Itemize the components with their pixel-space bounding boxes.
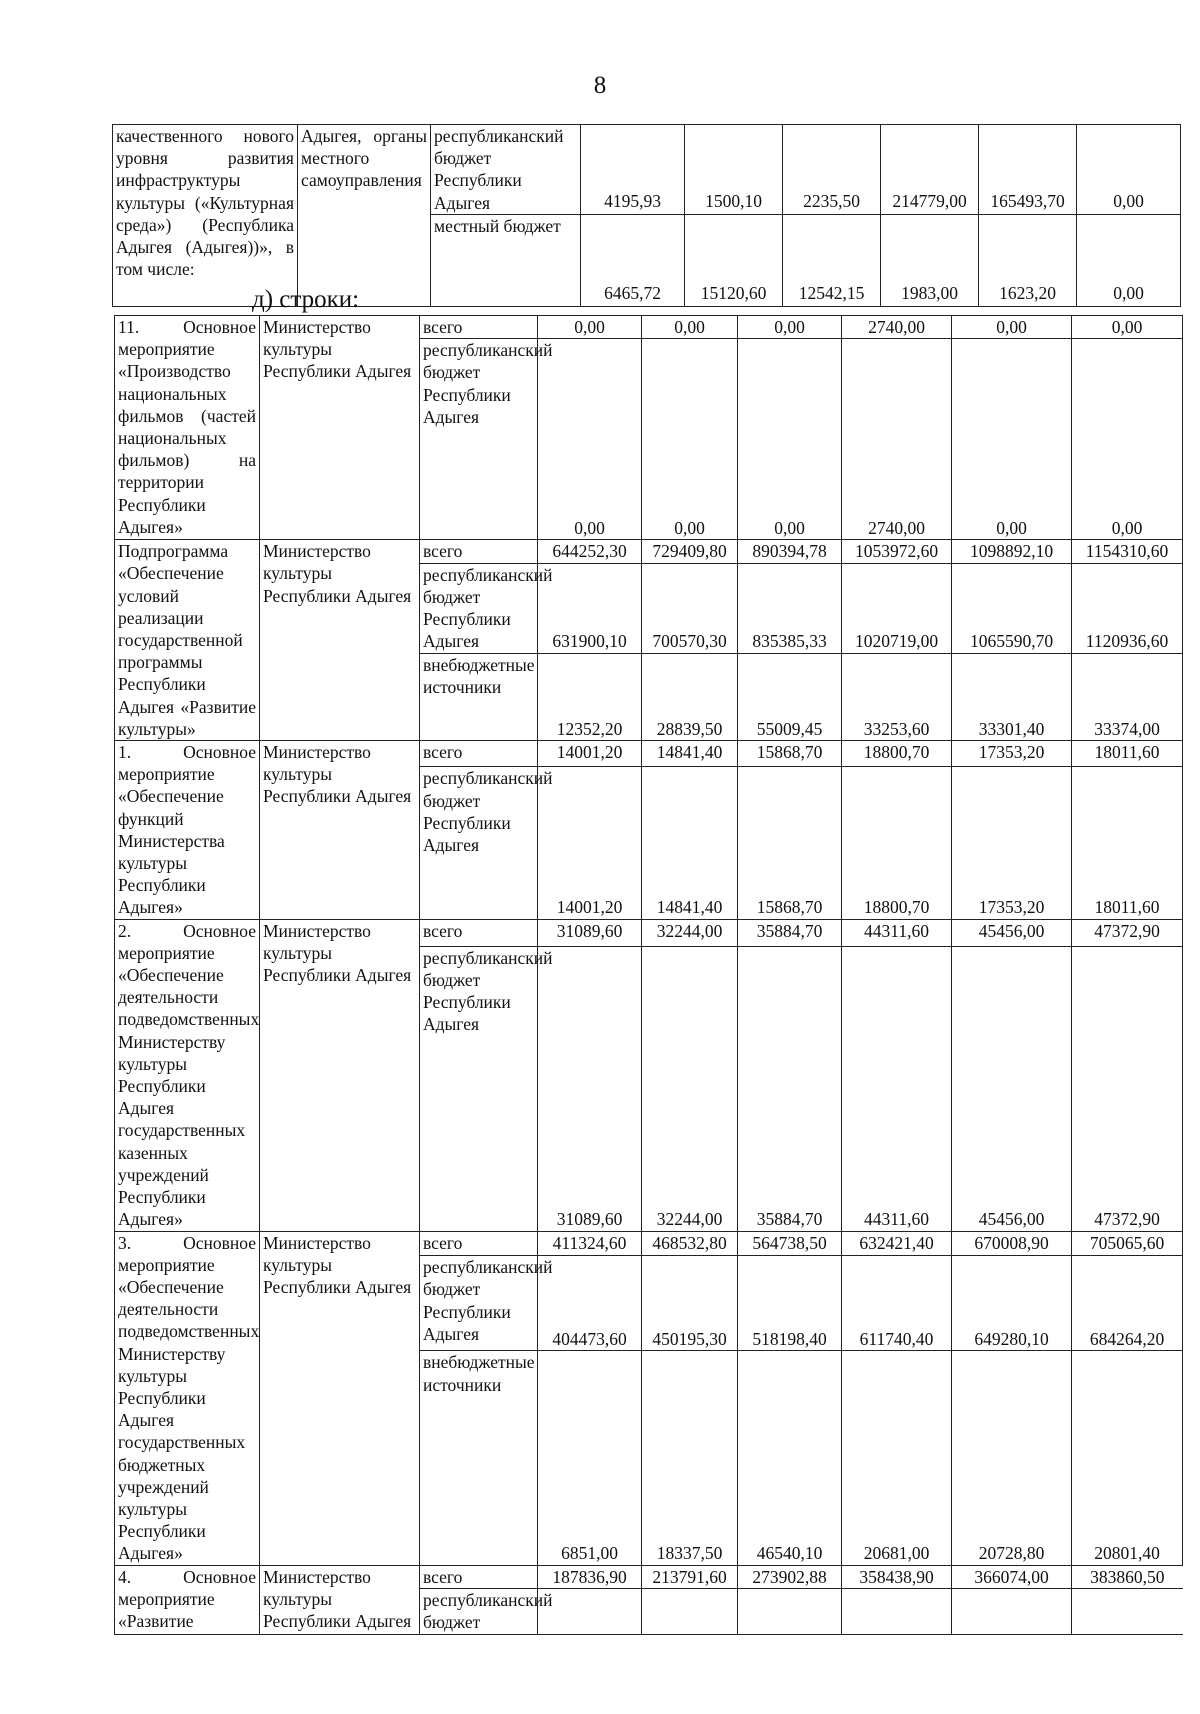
value-cell: 32244,00 xyxy=(642,946,738,1231)
value-cell xyxy=(842,1588,952,1634)
value-cell: 2235,50 xyxy=(783,125,881,215)
value-cell xyxy=(538,1588,642,1634)
row-name-cell: 4. Основное мероприятие «Развитие xyxy=(115,1565,260,1634)
page-number: 8 xyxy=(593,72,607,99)
row-name-cell: 3. Основное мероприятие «Обеспечение деятельности подведомственных Министерству культуры Республики Адыгея государственных бюджетных учреждений культуры Республики Адыгея» xyxy=(115,1231,260,1565)
value-cell: 358438,90 xyxy=(842,1565,952,1588)
value-cell xyxy=(642,1588,738,1634)
executor-cell: Министерство культуры Республики Адыгея xyxy=(260,741,420,920)
section-label: д) строки: xyxy=(252,286,360,313)
value-cell: 450195,30 xyxy=(642,1256,738,1351)
source-label-cell: всего xyxy=(420,540,538,563)
top-continuation-table xyxy=(112,124,1181,307)
value-cell: 18800,70 xyxy=(842,741,952,767)
value-cell: 404473,60 xyxy=(538,1256,642,1351)
value-cell: 18800,70 xyxy=(842,767,952,919)
value-cell: 611740,40 xyxy=(842,1256,952,1351)
value-cell: 46540,10 xyxy=(738,1351,842,1565)
value-cell: 684264,20 xyxy=(1072,1256,1183,1351)
source-label-cell: всего xyxy=(420,919,538,946)
source-label-cell: всего xyxy=(420,316,538,339)
row-name-cell: качественного нового уровня развития инфраструктуры культуры («Культурная среда») (Республика Адыгея (Адыгея))», в том числе: xyxy=(113,125,298,307)
value-cell: 632421,40 xyxy=(842,1231,952,1256)
row-name-cell: 11. Основное мероприятие «Производство национальных фильмов (частей национальных фильмов) на территории Республики Адыгея» xyxy=(115,316,260,540)
value-cell: 700570,30 xyxy=(642,563,738,653)
value-cell: 20681,00 xyxy=(842,1351,952,1565)
value-cell: 14001,20 xyxy=(538,767,642,919)
value-cell: 729409,80 xyxy=(642,540,738,563)
value-cell: 18011,60 xyxy=(1072,741,1183,767)
value-cell: 47372,90 xyxy=(1072,946,1183,1231)
value-cell: 20801,40 xyxy=(1072,1351,1183,1565)
executor-cell: Министерство культуры Республики Адыгея xyxy=(260,1231,420,1565)
value-cell: 18011,60 xyxy=(1072,767,1183,919)
value-cell xyxy=(738,1588,842,1634)
source-label-cell: республиканский бюджет Республики Адыгея xyxy=(420,1256,538,1351)
value-cell: 6851,00 xyxy=(538,1351,642,1565)
source-label-cell: республиканский бюджет Республики Адыгея xyxy=(431,125,581,215)
value-cell: 32244,00 xyxy=(642,919,738,946)
value-cell: 17353,20 xyxy=(952,741,1072,767)
value-cell: 0,00 xyxy=(1072,316,1183,339)
value-cell: 1053972,60 xyxy=(842,540,952,563)
value-cell: 0,00 xyxy=(538,316,642,339)
value-cell: 31089,60 xyxy=(538,946,642,1231)
value-cell: 1020719,00 xyxy=(842,563,952,653)
value-cell: 12352,20 xyxy=(538,653,642,740)
executor-cell: Министерство культуры Республики Адыгея xyxy=(260,316,420,540)
executor-cell: Адыгея, органы местного самоуправления xyxy=(298,125,431,307)
executor-cell: Министерство культуры Республики Адыгея xyxy=(260,540,420,741)
source-label-cell: внебюджетные источники xyxy=(420,1351,538,1565)
value-cell: 47372,90 xyxy=(1072,919,1183,946)
value-cell: 12542,15 xyxy=(783,214,881,306)
value-cell: 44311,60 xyxy=(842,919,952,946)
value-cell xyxy=(1072,1588,1183,1634)
value-cell: 14841,40 xyxy=(642,767,738,919)
value-cell: 0,00 xyxy=(642,339,738,540)
source-label-cell: всего xyxy=(420,741,538,767)
value-cell: 0,00 xyxy=(738,316,842,339)
value-cell: 0,00 xyxy=(642,316,738,339)
value-cell: 631900,10 xyxy=(538,563,642,653)
value-cell xyxy=(952,1588,1072,1634)
value-cell: 35884,70 xyxy=(738,919,842,946)
value-cell: 20728,80 xyxy=(952,1351,1072,1565)
value-cell: 45456,00 xyxy=(952,946,1072,1231)
value-cell: 1623,20 xyxy=(979,214,1077,306)
value-cell: 1120936,60 xyxy=(1072,563,1183,653)
source-label-cell: республиканский бюджет Республики Адыгея xyxy=(420,339,538,540)
source-label-cell: всего xyxy=(420,1565,538,1588)
value-cell: 15120,60 xyxy=(685,214,783,306)
value-cell: 15868,70 xyxy=(738,767,842,919)
source-label-cell: республиканский бюджет xyxy=(420,1588,538,1634)
value-cell: 28839,50 xyxy=(642,653,738,740)
value-cell: 33301,40 xyxy=(952,653,1072,740)
value-cell: 31089,60 xyxy=(538,919,642,946)
row-name-cell: 2. Основное мероприятие «Обеспечение деятельности подведомственных Министерству культуры Республики Адыгея государственных казенных учреждений Республики Адыгея» xyxy=(115,919,260,1231)
row-name-cell: Подпрограмма «Обеспечение условий реализации государственной программы Республики Адыгея «Развитие культуры» xyxy=(115,540,260,741)
source-label-cell: республиканский бюджет Республики Адыгея xyxy=(420,946,538,1231)
value-cell: 1500,10 xyxy=(685,125,783,215)
value-cell: 6465,72 xyxy=(581,214,685,306)
source-label-cell: всего xyxy=(420,1231,538,1256)
value-cell: 835385,33 xyxy=(738,563,842,653)
value-cell: 45456,00 xyxy=(952,919,1072,946)
value-cell: 2740,00 xyxy=(842,316,952,339)
value-cell: 890394,78 xyxy=(738,540,842,563)
value-cell: 0,00 xyxy=(952,339,1072,540)
value-cell: 518198,40 xyxy=(738,1256,842,1351)
value-cell: 35884,70 xyxy=(738,946,842,1231)
value-cell: 1154310,60 xyxy=(1072,540,1183,563)
source-label-cell: республиканский бюджет Республики Адыгея xyxy=(420,767,538,919)
value-cell: 55009,45 xyxy=(738,653,842,740)
value-cell: 1098892,10 xyxy=(952,540,1072,563)
value-cell: 0,00 xyxy=(1077,125,1181,215)
executor-cell: Министерство культуры Республики Адыгея xyxy=(260,1565,420,1634)
value-cell: 18337,50 xyxy=(642,1351,738,1565)
value-cell: 273902,88 xyxy=(738,1565,842,1588)
value-cell: 213791,60 xyxy=(642,1565,738,1588)
value-cell: 4195,93 xyxy=(581,125,685,215)
value-cell: 2740,00 xyxy=(842,339,952,540)
value-cell: 44311,60 xyxy=(842,946,952,1231)
value-cell: 0,00 xyxy=(538,339,642,540)
value-cell: 14001,20 xyxy=(538,741,642,767)
source-label-cell: внебюджетные источники xyxy=(420,653,538,740)
value-cell: 564738,50 xyxy=(738,1231,842,1256)
value-cell: 649280,10 xyxy=(952,1256,1072,1351)
executor-cell: Министерство культуры Республики Адыгея xyxy=(260,919,420,1231)
value-cell: 15868,70 xyxy=(738,741,842,767)
value-cell: 14841,40 xyxy=(642,741,738,767)
value-cell: 0,00 xyxy=(952,316,1072,339)
source-label-cell: местный бюджет xyxy=(431,214,581,306)
value-cell: 17353,20 xyxy=(952,767,1072,919)
value-cell: 366074,00 xyxy=(952,1565,1072,1588)
value-cell: 411324,60 xyxy=(538,1231,642,1256)
value-cell: 383860,50 xyxy=(1072,1565,1183,1588)
value-cell: 644252,30 xyxy=(538,540,642,563)
source-label-cell: республиканский бюджет Республики Адыгея xyxy=(420,563,538,653)
value-cell: 214779,00 xyxy=(881,125,979,215)
value-cell: 1983,00 xyxy=(881,214,979,306)
value-cell: 1065590,70 xyxy=(952,563,1072,653)
value-cell: 0,00 xyxy=(1072,339,1183,540)
rows-table xyxy=(114,315,1183,1635)
value-cell: 0,00 xyxy=(738,339,842,540)
value-cell: 0,00 xyxy=(1077,214,1181,306)
value-cell: 670008,90 xyxy=(952,1231,1072,1256)
row-name-cell: 1. Основное мероприятие «Обеспечение функций Министерства культуры Республики Адыгея» xyxy=(115,741,260,920)
value-cell: 468532,80 xyxy=(642,1231,738,1256)
value-cell: 705065,60 xyxy=(1072,1231,1183,1256)
value-cell: 33374,00 xyxy=(1072,653,1183,740)
value-cell: 187836,90 xyxy=(538,1565,642,1588)
value-cell: 165493,70 xyxy=(979,125,1077,215)
value-cell: 33253,60 xyxy=(842,653,952,740)
